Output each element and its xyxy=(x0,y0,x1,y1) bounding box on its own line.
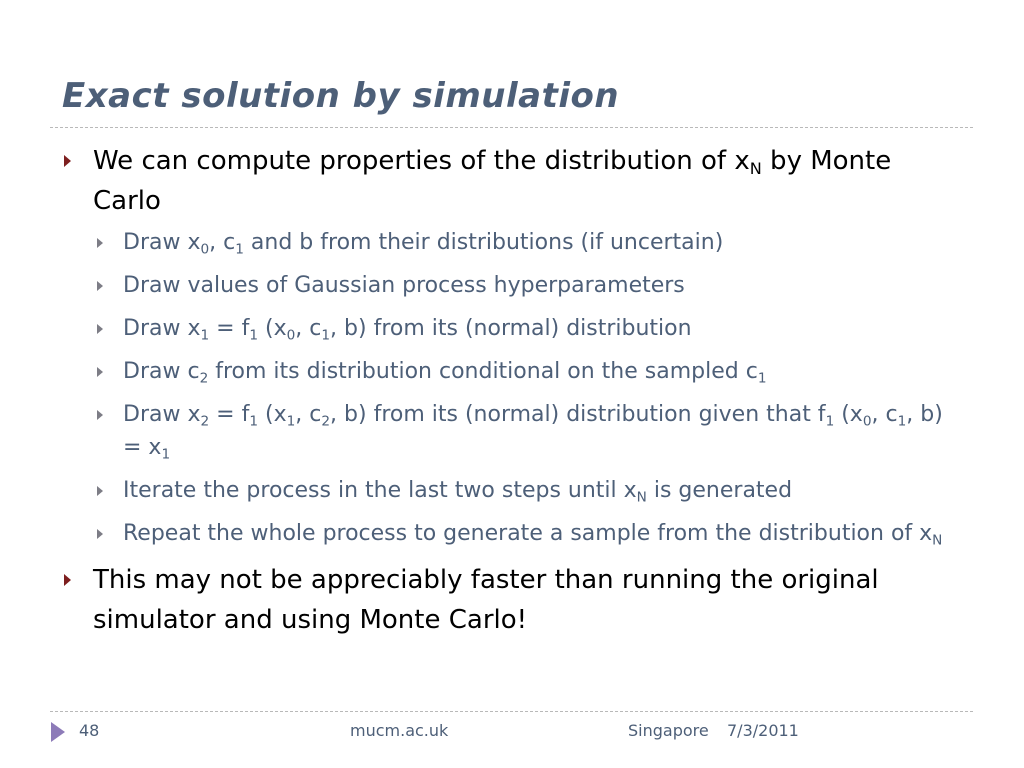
text-run: and b from their distributions (if uncertain) xyxy=(243,230,724,255)
subscript: 1 xyxy=(200,327,210,344)
text-run: , b) from its (normal) distribution given that f xyxy=(330,402,826,427)
subscript: 0 xyxy=(200,241,210,258)
triangle-right-icon xyxy=(64,574,71,586)
sub-bullet-item xyxy=(93,398,962,464)
text-run: Draw c xyxy=(123,359,200,384)
play-arrow-icon xyxy=(51,722,65,742)
subscript: 1 xyxy=(249,413,258,430)
triangle-right-icon xyxy=(97,529,103,539)
subscript: 1 xyxy=(825,413,835,430)
text-run: We can compute properties of the distribution of x xyxy=(93,146,750,176)
title-divider xyxy=(50,127,973,128)
sub-bullet-item xyxy=(93,474,962,507)
text-run: is generated xyxy=(646,478,793,503)
bullet-item xyxy=(62,141,962,550)
bullet-item xyxy=(62,560,962,640)
text-run: Draw x xyxy=(123,230,201,255)
subscript: 0 xyxy=(286,327,296,344)
text-run: (x xyxy=(258,402,287,427)
text-run: Draw x xyxy=(123,402,201,427)
subscript: N xyxy=(636,489,647,506)
text-run: , c xyxy=(295,316,322,341)
subscript: 1 xyxy=(897,413,907,430)
subscript: 2 xyxy=(199,370,209,387)
slide-number: 48 xyxy=(79,721,100,740)
text-run: (x xyxy=(258,316,287,341)
footer-location: Singapore xyxy=(628,721,709,740)
triangle-right-icon xyxy=(97,486,103,496)
subscript: 1 xyxy=(235,241,244,258)
text-run: = f xyxy=(209,402,250,427)
text-run: Draw values of Gaussian process hyperparameters xyxy=(123,273,685,298)
text-run: This may not be appreciably faster than running the original simulator and using Monte Carlo! xyxy=(93,565,879,635)
subscript: 1 xyxy=(321,327,331,344)
footer-divider xyxy=(50,711,973,712)
text-run: , b) = x xyxy=(123,402,943,460)
text-run: Draw x xyxy=(123,316,201,341)
text-run: (x xyxy=(834,402,863,427)
subscript: 2 xyxy=(200,413,210,430)
subscript: N xyxy=(932,532,943,549)
bullet-list xyxy=(62,141,962,640)
triangle-right-icon xyxy=(97,238,103,248)
subscript: 1 xyxy=(161,446,171,463)
text-run: Iterate the process in the last two steps until x xyxy=(123,478,637,503)
sub-bullet-item xyxy=(93,312,962,345)
sub-bullet-item xyxy=(93,269,962,302)
sub-bullet-item xyxy=(93,226,962,259)
triangle-right-icon xyxy=(97,367,103,377)
slide-title: Exact solution by simulation xyxy=(62,76,620,116)
slide-content xyxy=(62,141,962,640)
text-run: , c xyxy=(209,230,236,255)
sub-bullet-list xyxy=(93,226,962,550)
subscript: N xyxy=(749,159,762,179)
triangle-right-icon xyxy=(97,281,103,291)
text-run: from its distribution conditional on the sampled c xyxy=(208,359,758,384)
text-run: by Monte Carlo xyxy=(93,146,892,216)
sub-bullet-item xyxy=(93,517,962,550)
triangle-right-icon xyxy=(97,410,103,420)
subscript: 2 xyxy=(321,413,331,430)
subscript: 0 xyxy=(862,413,872,430)
text-run: , c xyxy=(295,402,322,427)
text-run: , c xyxy=(871,402,898,427)
footer-site: mucm.ac.uk xyxy=(350,721,449,740)
subscript: 1 xyxy=(249,327,258,344)
triangle-right-icon xyxy=(97,324,103,334)
text-run: = f xyxy=(209,316,250,341)
footer-date: 7/3/2011 xyxy=(727,721,799,740)
triangle-right-icon xyxy=(64,155,71,167)
sub-bullet-item xyxy=(93,355,962,388)
subscript: 1 xyxy=(286,413,296,430)
subscript: 1 xyxy=(757,370,767,387)
text-run: , b) from its (normal) distribution xyxy=(330,316,692,341)
text-run: Repeat the whole process to generate a sample from the distribution of x xyxy=(123,521,933,546)
